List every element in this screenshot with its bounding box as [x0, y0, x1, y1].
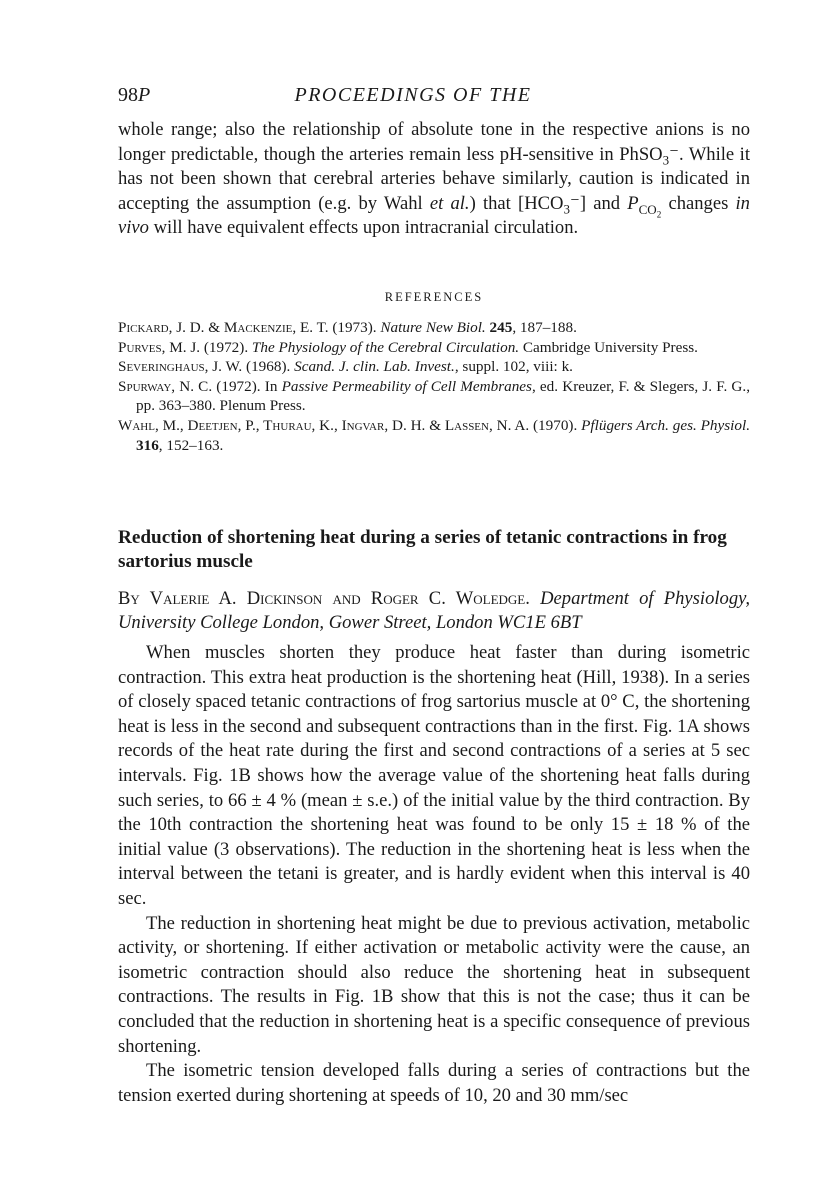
journal-running-title: PROCEEDINGS OF THE — [294, 84, 532, 106]
reference-item: Severinghaus, J. W. (1968). Scand. J. clin. Lab. Invest., suppl. 102, viii: k. — [118, 358, 573, 376]
body-paragraph: When muscles shorten they produce heat faster than during isometric contraction. This extra heat production is the shortening heat (Hill, 1938). In a series of closely spaced tetanic contractions of frog sartorius muscle at 0° C, the shortening heat is less in the second and subsequent contractions than in the first. Fig. 1A shows records of the heat rate during the first and second contractions of a series at 5 sec intervals. Fig. 1B shows how the average value of the shortening heat falls during such series, to 66 ± 4 % (mean ± s.e.) of the initial value by the third contraction. By the 10th contraction the shortening heat was found to be only 15 ± 18 % of the initial value (3 observations). The reduction in the shortening heat is less when the interval between the tetani is greater, and is hardly evident when this interval is 40 sec. — [118, 642, 750, 909]
author-names: By Valerie A. Dickinson and Roger C. Woledge. — [118, 588, 530, 609]
article-title: Reduction of shortening heat during a series of tetanic contractions in frog sartorius muscle — [118, 527, 727, 572]
reference-item: Purves, M. J. (1972). The Physiology of the Cerebral Circulation. Cambridge University Press. — [118, 338, 698, 356]
body-paragraph: The reduction in shortening heat might be due to previous activation, metabolic activity, or shortening. If either activation or metabolic activity were the cause, an isometric contraction should also reduce the shortening heat in subsequent contractions. The results in Fig. 1B show that this is not the case; thus it can be concluded that the reduction in shortening heat is a specific consequence of previous shortening. — [118, 912, 750, 1057]
author-affiliation: Department of Physiology, University College London, Gower Street, London WC1E 6BT — [118, 588, 751, 634]
references-heading: REFERENCES — [384, 290, 484, 304]
reference-item: Pickard, J. D. & Mackenzie, E. T. (1973). Nature New Biol. 245, 187–188. — [118, 319, 577, 336]
article-body — [118, 641, 750, 1108]
article-authors — [118, 587, 750, 636]
references-list — [118, 318, 750, 455]
reference-item: Wahl, M., Deetjen, P., Thurau, K., Ingvar, D. H. & Lassen, N. A. (1970). Pflügers Arch. ges. Physiol. 316, 152–163. — [118, 416, 751, 454]
page-header — [118, 84, 708, 110]
body-paragraph: The isometric tension developed falls during a series of contractions but the tension exerted during shortening at speeds of 10, 20 and 30 mm/sec — [118, 1060, 750, 1106]
continuation-paragraph: whole range; also the relationship of absolute tone in the respective anions is no longer predictable, though the arteries remain less pH-sensitive in PhSO$_3$⁻. While it has not been shown that cerebral arteries behave similarly, caution is indicated in accepting the assumption (e.g. by Wahl et al.) that $[HCO_3^-]$ and $P_{CO_2}$ changes in vivo will have equivalent effects upon intracranial circulation. — [118, 119, 750, 239]
page-number: 98P — [118, 84, 151, 106]
reference-item: Spurway, N. C. (1972). In Passive Permeability of Cell Membranes, ed. Kreuzer, F. & Slegers, J. F. G., pp. 363–380. Plenum Press. — [118, 377, 750, 415]
